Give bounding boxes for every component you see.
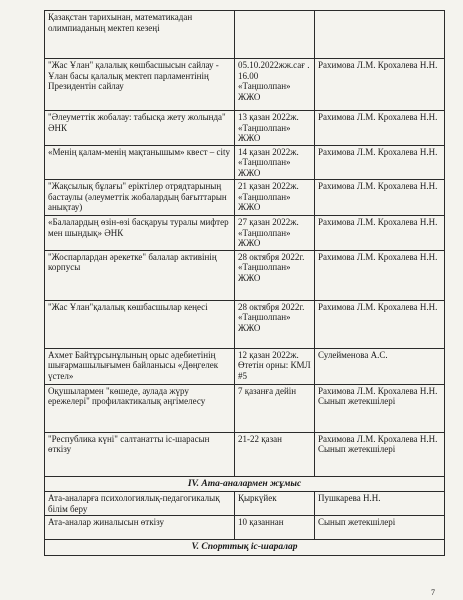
table-row (45, 384, 445, 432)
event-cell: "Республика күні" салтанатты іс-шарасын өткізу (45, 432, 235, 476)
responsible-cell: Рахимова Л.М. Крохалева Н.Н. (315, 145, 445, 180)
responsible-cell: Рахимова Л.М. Крохалева Н.Н. Сынып жетекшілері (315, 432, 445, 476)
date-cell: 12 қазан 2022ж. Өтетін орны: КМЛ #5 (235, 348, 315, 384)
section-header-sports (45, 540, 445, 556)
date-cell: 05.10.2022жж.сағ . 16.00 «Таңшолпан» ЖЖО (235, 59, 315, 111)
table-row (45, 145, 445, 180)
date-cell: 14 қазан 2022ж. «Таңшолпан» ЖЖО (235, 145, 315, 180)
date-cell: 13 қазан 2022ж. «Таңшолпан» ЖЖО (235, 111, 315, 146)
responsible-cell (315, 11, 445, 59)
table-row (45, 250, 445, 300)
responsible-cell: Рахимова Л.М. Крохалева Н.Н. (315, 180, 445, 216)
responsible-cell: Рахимова Л.М. Крохалева Н.Н. (315, 59, 445, 111)
responsible-cell: Рахимова Л.М. Крохалева Н.Н. Сынып жетекшілері (315, 384, 445, 432)
responsible-cell: Рахимова Л.М. Крохалева Н.Н. (315, 216, 445, 251)
date-cell: Қыркүйек (235, 492, 315, 516)
responsible-cell: Сынып жетекшілері (315, 516, 445, 540)
table-row (45, 432, 445, 476)
table-row (45, 348, 445, 384)
date-cell: 28 октября 2022г. «Таңшолпан» ЖЖО (235, 300, 315, 348)
event-cell: "Жақсылық бұлағы" еріктілер отрядтарының бастаулы (әлеуметтік жобалардың бағыттарын анықтау) (45, 180, 235, 216)
date-cell: 28 октября 2022г. «Таңшолпан» ЖЖО (235, 250, 315, 300)
table-row (45, 300, 445, 348)
responsible-cell: Рахимова Л.М. Крохалева Н.Н. (315, 300, 445, 348)
event-cell: Ата-аналар жиналысын өткізу (45, 516, 235, 540)
table-row (45, 111, 445, 146)
date-cell: 21 қазан 2022ж. «Таңшолпан» ЖЖО (235, 180, 315, 216)
responsible-cell: Рахимова Л.М. Крохалева Н.Н. (315, 250, 445, 300)
event-cell: Ата-аналарға психологиялық-педагогикалық білім беру (45, 492, 235, 516)
table-row (45, 11, 445, 59)
event-cell: "Жас Ұлан"қалалық көшбасшылар кеңесі (45, 300, 235, 348)
document-page (44, 10, 444, 556)
event-cell: "Жоспарлардан әрекетке" балалар активінің корпусы (45, 250, 235, 300)
table-row (45, 59, 445, 111)
event-cell: "Жас Ұлан" қалалық көшбасшысын сайлау - Ұлан басы қалалық мектеп парламентінің Президентін сайлау (45, 59, 235, 111)
table-row (45, 216, 445, 251)
event-cell: Қазақстан тарихынан, математикадан олимпиаданың мектеп кезеңі (45, 11, 235, 59)
page-number: 7 (431, 588, 435, 597)
section-title: V. Спорттық іс-шаралар (45, 540, 445, 556)
table-row (45, 180, 445, 216)
date-cell: 27 қазан 2022ж. «Таңшолпан» ЖЖО (235, 216, 315, 251)
events-table (44, 10, 445, 556)
table-row (45, 492, 445, 516)
responsible-cell: Сулейменова А.С. (315, 348, 445, 384)
date-cell (235, 11, 315, 59)
section-title: IV. Ата-аналармен жұмыс (45, 476, 445, 492)
event-cell: "Әлеуметтік жобалау: табысқа жету жолында" ӘНК (45, 111, 235, 146)
event-cell: «Балалардың өзін-өзі басқаруы туралы мифтер мен шындық» ӘНК (45, 216, 235, 251)
event-cell: Ахмет Байтұрсынұлының орыс әдебиетінің шығармашылығымен байланысы «Дөңгелек үстел» (45, 348, 235, 384)
event-cell: «Менің қалам-менің мақтанышым» квест – city (45, 145, 235, 180)
section-header-parents (45, 476, 445, 492)
responsible-cell: Рахимова Л.М. Крохалева Н.Н. (315, 111, 445, 146)
date-cell: 7 қазанға дейін (235, 384, 315, 432)
event-cell: Оқушылармен "көшеде, аулада жүру ережелері" профилактикалық әңгімелесу (45, 384, 235, 432)
table-row (45, 516, 445, 540)
date-cell: 21-22 қазан (235, 432, 315, 476)
responsible-cell: Пушкарева Н.Н. (315, 492, 445, 516)
date-cell: 10 қазаннан (235, 516, 315, 540)
